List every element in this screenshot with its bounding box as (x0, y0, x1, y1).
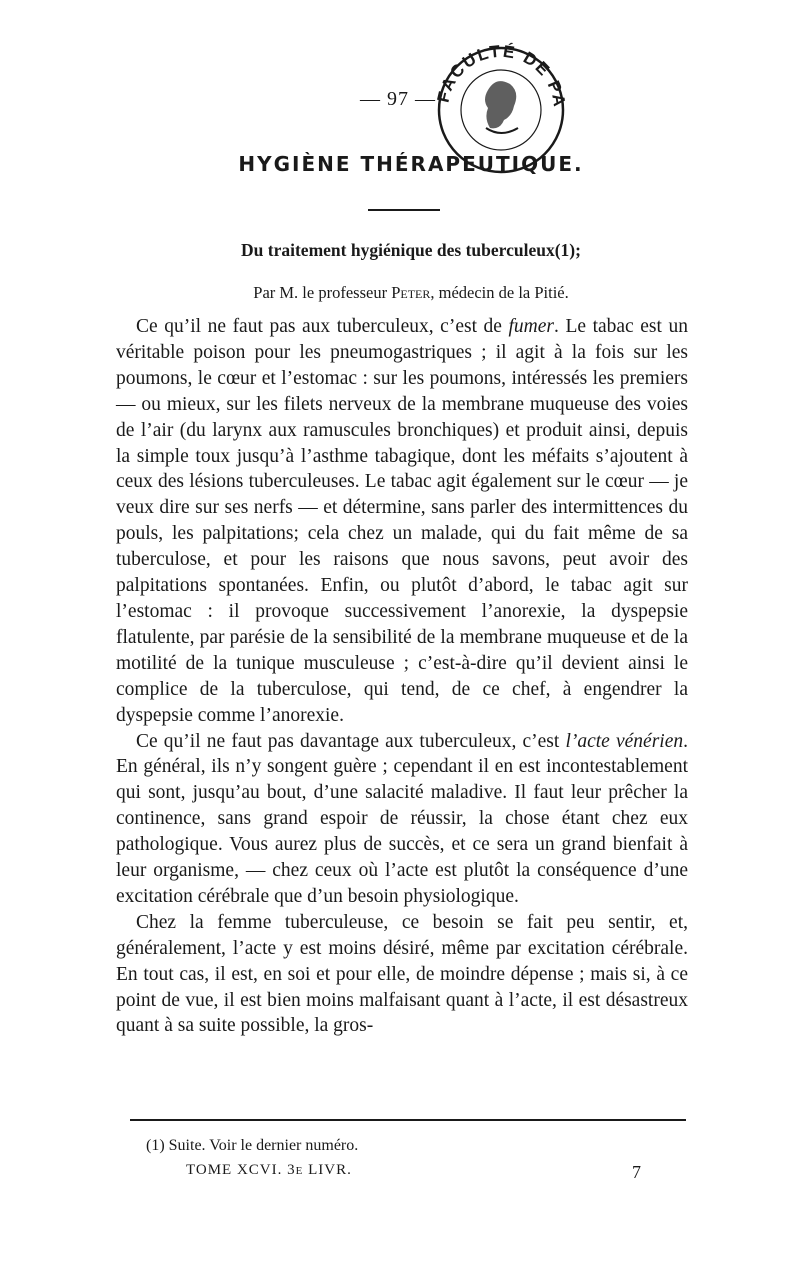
paragraph-text: Chez la femme tuberculeuse, ce besoin se fait peu sentir, et, généralement, l’acte y est moins désiré, même par excitation cérébrale. En tout cas, il est, en soi et pour elle, de moindre dépense ; mais si, à ce point de vue, il est bien moins malfaisant quant à l’acte, il est désastreux quant à sa suite possible, la gros- (116, 911, 688, 1037)
title-divider (368, 209, 440, 211)
section-title: HYGIÈNE THÉRAPEUTIQUE. (238, 152, 584, 176)
byline-suffix: , médecin de la Pitié. (430, 283, 569, 302)
footnote-divider (130, 1119, 686, 1121)
body-paragraph (116, 910, 688, 1040)
paragraph-text: . Le tabac est un véritable poison pour les pneumogastriques ; il agit à la fois sur les poumons, le cœur et l’estomac : sur les poumons, intéressés les premiers — ou mieux, sur les filets nerveux de la membrane muqueuse des voies de l’air (du larynx aux ramuscules bronchiques) et produit ainsi, depuis la simple toux jusqu’à l’asthme tabagique, dont les méfaits s’ajoutent à ceux des lésions tuberculeuses. Le tabac agit également sur le cœur — je veux dire sur ses nerfs — et détermine, sans parler des intermittences du pouls, les palpitations; cela chez un malade, qui du fait même de sa tuberculose, et pour les raisons que nous savons, peut avoir des palpitations spontanées. Enfin, ou plutôt d’abord, le tabac agit sur l’estomac : il provoque successivement l’anorexie, la dyspepsie flatulente, par parésie de la sensibilité de la membrane muqueuse et de la motilité de la tunique musculeuse ; c’est-à-dire qu’il devient ainsi le complice de la tuberculose, qui tend, de ce chef, à engendrer la dyspepsie comme l’anorexie. (116, 316, 688, 726)
signature-number: 7 (632, 1162, 642, 1182)
author-name: Peter (391, 283, 431, 302)
body-paragraph (116, 729, 688, 910)
italic-phrase: fumer (508, 316, 555, 337)
paragraph-text: . En général, ils n’y songent guère ; cependant il en est incontestablement qui sont, jusqu’au bout, d’une salacité maladive. Il faut leur prêcher la continence, sans grand espoir de réussir, la chose étant chez eux pathologique. Vous aurez plus de succès, et ce sera un grand bienfait à leur organisme, — chez ceux où l’acte est plutôt la conséquence d’une excitation cérébrale que d’un besoin physiologique. (116, 730, 688, 907)
italic-phrase: l’acte vénérien (565, 730, 684, 752)
article-body (116, 314, 688, 1039)
stamp-text: FACULTÉ DE PA (433, 41, 570, 110)
page-number: — 97 — (360, 88, 436, 110)
body-paragraph (116, 314, 688, 729)
byline-prefix: Par M. le professeur (253, 283, 388, 302)
footnote: (1) Suite. Voir le dernier numéro. (146, 1137, 359, 1154)
article-title: Du traitement hygiénique des tuberculeux(1); (241, 240, 581, 260)
byline (0, 283, 800, 303)
signature-volume: TOME XCVI. 3e LIVR. (186, 1162, 352, 1178)
paragraph-text: Ce qu’il ne faut pas davantage aux tuberculeux, c’est (136, 730, 566, 752)
signature-line (186, 1162, 642, 1182)
paragraph-text: Ce qu’il ne faut pas aux tuberculeux, c’est de (136, 316, 509, 337)
